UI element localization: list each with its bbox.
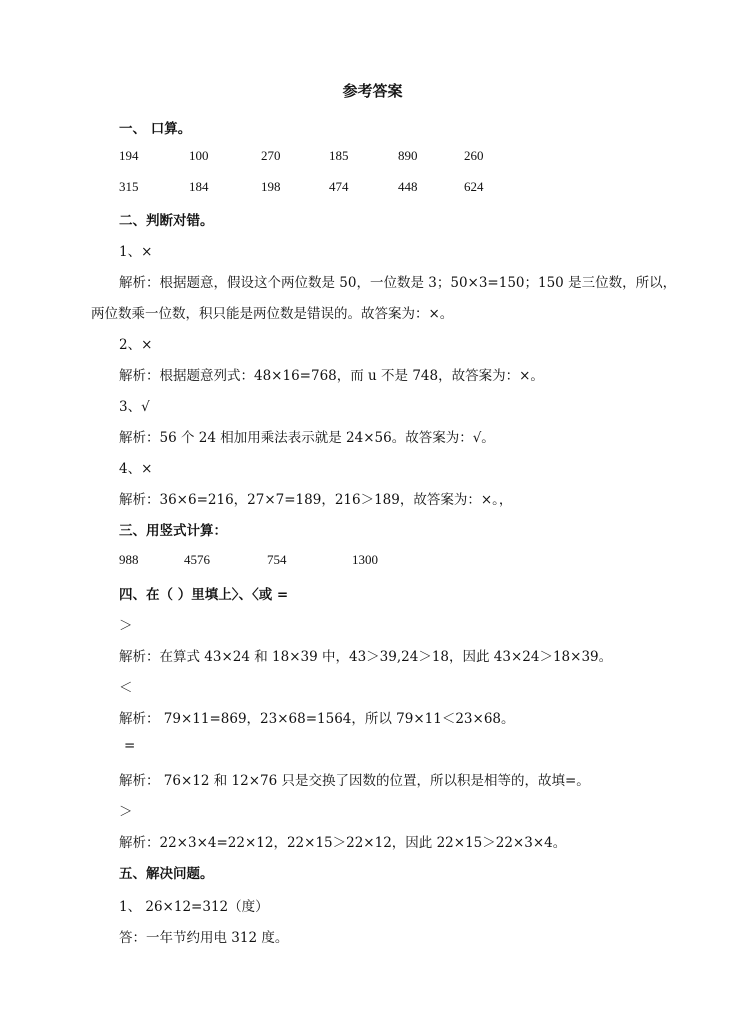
- judge-answer-1: 1、×: [119, 244, 153, 260]
- judge-answer-3: 3、√: [119, 399, 150, 415]
- compare-explanation-1: 解析：在算式 43×24 和 18×39 中，43＞39,24＞18，因此 43×24＞18×39。: [119, 649, 613, 665]
- compare-explanation-3: 解析： 76×12 和 12×76 只是交换了因数的位置，所以积是相等的，故填=。: [119, 773, 590, 789]
- compare-answer-2: ＜: [119, 680, 133, 696]
- judge-explanation-4: 解析：36×6=216，27×7=189，216＞189，故答案为：×。，: [119, 492, 513, 508]
- judge-explanation-1-cont: 两位数乘一位数，积只能是两位数是错误的。故答案为：×。: [91, 306, 454, 322]
- section-3-heading: 三、用竖式计算：: [119, 523, 227, 539]
- section-5-heading: 五、解决问题。: [119, 866, 214, 882]
- answer-value: 474: [329, 179, 349, 194]
- answer-value: 194: [119, 148, 139, 163]
- section-2-heading: 二、判断对错。: [119, 213, 214, 229]
- problem-answer-1: 答：一年节约用电 312 度。: [119, 930, 289, 946]
- problem-solution-1: 1、 26×12=312（度）: [119, 899, 269, 915]
- answer-value: 270: [261, 148, 281, 163]
- answer-value: 185: [329, 148, 349, 163]
- compare-answer-4: ＞: [119, 804, 133, 820]
- answer-value: 1300: [352, 552, 378, 567]
- answer-value: 198: [261, 179, 281, 194]
- answer-value: 988: [119, 552, 139, 567]
- answer-value: 4576: [184, 552, 210, 567]
- judge-answer-2: 2、×: [119, 337, 153, 353]
- judge-explanation-1: 解析：根据题意，假设这个两位数是 50，一位数是 3；50×3=150；150 是三位数，所以，: [119, 275, 677, 291]
- section-4-heading: 四、在（ ）里填上〉、〈或 =: [119, 587, 289, 603]
- compare-explanation-2: 解析： 79×11=869，23×68=1564，所以 79×11＜23×68。: [119, 711, 515, 727]
- answer-value: 100: [189, 148, 209, 163]
- answer-value: 184: [189, 179, 209, 194]
- answer-value: 448: [398, 179, 418, 194]
- answer-value: 260: [464, 148, 484, 163]
- answer-value: 754: [267, 552, 287, 567]
- compare-answer-3: =: [124, 738, 136, 754]
- answer-value: 890: [398, 148, 418, 163]
- answer-value: 315: [119, 179, 139, 194]
- page-title: 参考答案: [342, 82, 403, 100]
- judge-explanation-3: 解析：56 个 24 相加用乘法表示就是 24×56。故答案为：√。: [119, 430, 495, 446]
- compare-answer-1: ＞: [119, 618, 133, 634]
- section-1-heading: 一、 口算。: [119, 121, 192, 137]
- judge-answer-4: 4、×: [119, 461, 153, 477]
- judge-explanation-2: 解析：根据题意列式：48×16=768，而 u 不是 748，故答案为：×。: [119, 368, 544, 384]
- compare-explanation-4: 解析：22×3×4=22×12，22×15＞22×12，因此 22×15＞22×3×4。: [119, 835, 567, 851]
- answer-value: 624: [464, 179, 484, 194]
